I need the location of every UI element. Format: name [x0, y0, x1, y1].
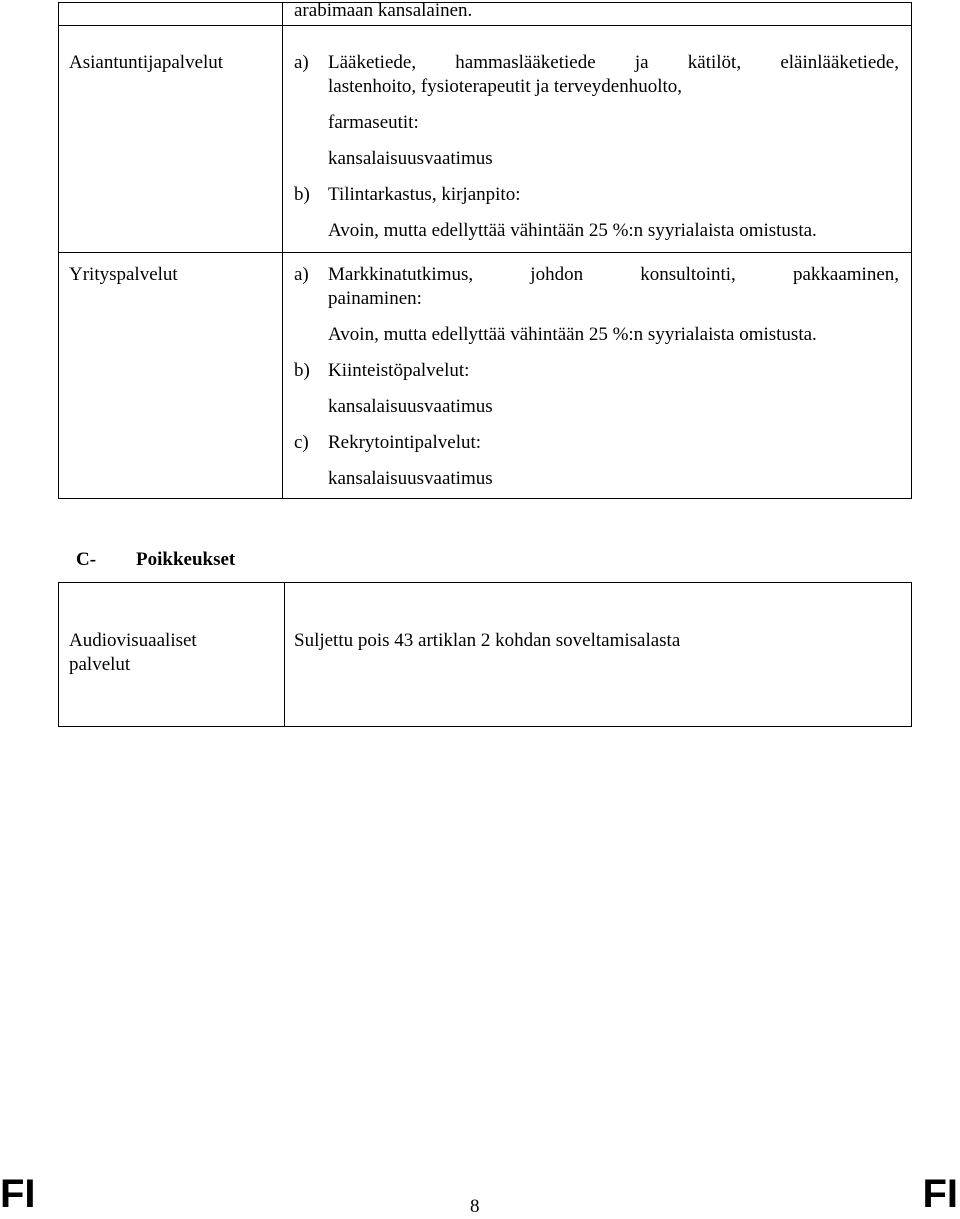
exception-content-cell	[285, 583, 912, 727]
continued-text: arabimaan kansalainen.	[294, 0, 473, 21]
footer-language-left: FI	[0, 1172, 36, 1216]
footer-language-right: FI	[922, 1172, 958, 1216]
list-item	[294, 183, 911, 207]
section-heading	[76, 548, 235, 572]
list-item	[294, 359, 911, 383]
table-row-top	[59, 3, 912, 26]
item-text-line: Tilintarkastus, kirjanpito:	[328, 184, 521, 205]
page-number: 8	[470, 1196, 480, 1217]
exception-label-cell	[59, 583, 285, 727]
item-detail: farmaseutit:	[328, 112, 419, 133]
table-row	[59, 583, 912, 727]
item-text-line: painaminen:	[328, 288, 422, 309]
services-table	[58, 2, 912, 499]
top-label-cell	[59, 3, 283, 26]
sector-content	[283, 26, 912, 253]
item-text-line: Rekrytointipalvelut:	[328, 432, 482, 453]
exceptions-table	[58, 582, 912, 727]
item-text-line: Lääketiede, hammaslääketiede ja kätilöt, eläinlääketiede,	[328, 52, 899, 73]
item-text-line: lastenhoito, fysioterapeutit ja terveydenhuolto,	[328, 76, 683, 97]
section-code: C-	[76, 549, 97, 570]
item-text-line: Markkinatutkimus, johdon konsultointi, pakkaaminen,	[328, 264, 899, 285]
table-row-yrityspalvelut	[59, 253, 912, 499]
sector-label-text: Asiantuntijapalvelut	[69, 52, 224, 73]
exception-label: Audiovisuaaliset palvelut	[69, 630, 197, 675]
section-title: Poikkeukset	[136, 549, 236, 570]
item-detail: Avoin, mutta edellyttää vähintään 25 %:n syyrialaista omistusta.	[328, 220, 817, 241]
item-marker: c)	[294, 432, 309, 453]
item-detail: kansalaisuusvaatimus	[328, 148, 493, 169]
item-marker: a)	[294, 264, 309, 285]
item-detail: kansalaisuusvaatimus	[328, 468, 493, 489]
top-content-cell	[283, 0, 912, 26]
sector-label	[59, 26, 283, 253]
list-item	[294, 431, 911, 455]
list-item	[294, 263, 911, 287]
item-marker: a)	[294, 52, 309, 73]
sector-label	[59, 253, 283, 499]
item-text-line: Kiinteistöpalvelut:	[328, 360, 470, 381]
sector-content	[283, 253, 912, 499]
item-marker: b)	[294, 184, 310, 205]
list-item	[294, 51, 911, 75]
item-detail: Avoin, mutta edellyttää vähintään 25 %:n syyrialaista omistusta.	[328, 324, 817, 345]
sector-label-text: Yrityspalvelut	[69, 264, 178, 285]
exception-text: Suljettu pois 43 artiklan 2 kohdan soveltamisalasta	[294, 630, 681, 651]
item-marker: b)	[294, 360, 310, 381]
item-detail: kansalaisuusvaatimus	[328, 396, 493, 417]
table-row-asiantuntijapalvelut	[59, 26, 912, 253]
